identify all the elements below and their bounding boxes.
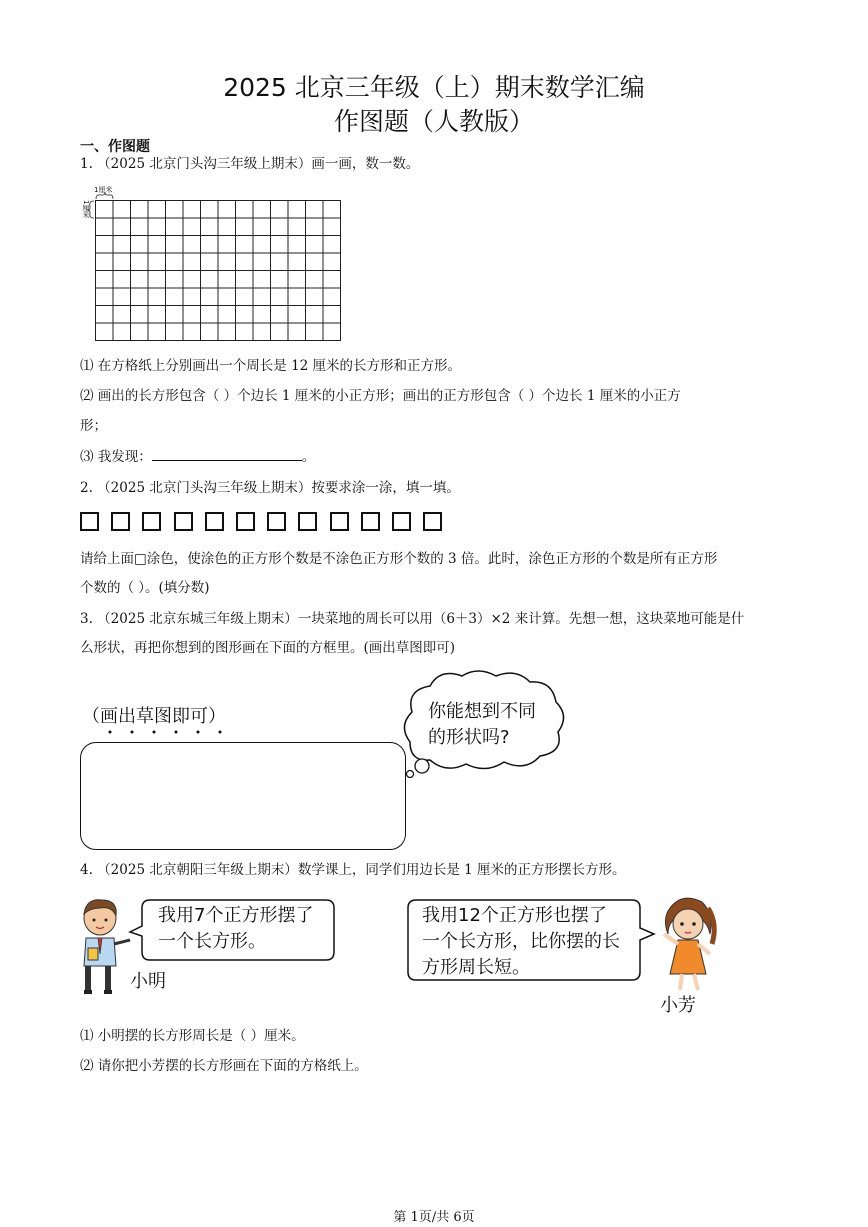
q2-square[interactable] <box>142 512 161 531</box>
page-title: 2025 北京三年级（上）期末数学汇编 <box>223 73 645 102</box>
q1-answer-blank[interactable] <box>152 446 302 461</box>
q1-sub2-line1: ⑵ 画出的长方形包含（ ）个边长 1 厘米的小正方形；画出的正方形包含（ ）个边长 1 厘米的小正方 <box>80 388 681 404</box>
q2-square[interactable] <box>236 512 255 531</box>
girl-illustration <box>652 894 722 994</box>
girl-speech-line3: 方形周长短。 <box>422 957 530 978</box>
page-subtitle: 作图题（人教版） <box>333 107 534 136</box>
thought-line2: 的形状吗? <box>428 727 510 748</box>
grid-unit-label-top: 1厘米 <box>94 186 113 194</box>
boy-name: 小明 <box>130 971 166 992</box>
grid-unit-brace-top <box>95 192 115 200</box>
q4-sub1: ⑴ 小明摆的长方形周长是（ ）厘米。 <box>80 1028 305 1044</box>
emphasis-dots <box>100 728 230 736</box>
q2-square[interactable] <box>392 512 411 531</box>
boy-speech-line1: 我用7个正方形摆了 <box>158 905 314 926</box>
q2-square[interactable] <box>423 512 442 531</box>
q1-sub3-prefix: ⑶ 我发现： <box>80 449 152 465</box>
q1-sub1: ⑴ 在方格纸上分别画出一个周长是 12 厘米的长方形和正方形。 <box>80 358 462 374</box>
q2-stem: 2. （2025 北京门头沟三年级上期末）按要求涂一涂，填一填。 <box>80 480 460 496</box>
q2-square[interactable] <box>80 512 99 531</box>
q2-text-line1: 请给上面□涂色，使涂色的正方形个数是不涂色正方形个数的 3 倍。此时，涂色正方形的个数是所有正方形 <box>80 551 718 567</box>
boy-speech-line2: 一个长方形。 <box>158 931 266 952</box>
grid-unit-label-side: 1厘米 <box>82 200 90 219</box>
q4-sub2: ⑵ 请你把小芳摆的长方形画在下面的方格纸上。 <box>80 1058 368 1074</box>
q4-stem: 4. （2025 北京朝阳三年级上期末）数学课上，同学们用边长是 1 厘米的正方形摆长方形。 <box>80 862 626 878</box>
q1-stem: 1. （2025 北京门头沟三年级上期末）画一画，数一数。 <box>80 156 420 172</box>
q3-box-label: （画出草图即可） <box>82 706 226 727</box>
q2-text-line2: 个数的（ ）。(填分数) <box>80 580 210 596</box>
q2-square[interactable] <box>298 512 317 531</box>
q2-square[interactable] <box>205 512 224 531</box>
girl-name: 小芳 <box>660 995 696 1016</box>
q2-square[interactable] <box>174 512 193 531</box>
q1-square-grid[interactable] <box>95 200 341 341</box>
q1-sub3-suffix: 。 <box>301 449 316 465</box>
q1-sub3 <box>80 443 315 472</box>
q2-square[interactable] <box>330 512 349 531</box>
q1-sub2-line2: 形； <box>80 418 107 434</box>
q3-drawing-box[interactable] <box>80 742 406 850</box>
q2-square[interactable] <box>361 512 380 531</box>
thought-line1: 你能想到不同 <box>428 701 536 722</box>
page-footer: 第 1页/共 6页 <box>393 1210 475 1225</box>
girl-speech-line2: 一个长方形，比你摆的长 <box>422 931 620 952</box>
section-heading: 一、作图题 <box>80 139 150 155</box>
q3-stem-line2: 么形状，再把你想到的图形画在下面的方框里。(画出草图即可) <box>80 640 456 656</box>
q2-square[interactable] <box>111 512 130 531</box>
grid-unit-brace-side <box>87 200 95 220</box>
q2-square[interactable] <box>267 512 286 531</box>
girl-speech-line1: 我用12个正方形也摆了 <box>422 905 607 926</box>
q3-stem-line1: 3. （2025 北京东城三年级上期末）一块菜地的周长可以用（6＋3）×2 来计算。先想一想，这块菜地可能是什 <box>80 611 745 627</box>
